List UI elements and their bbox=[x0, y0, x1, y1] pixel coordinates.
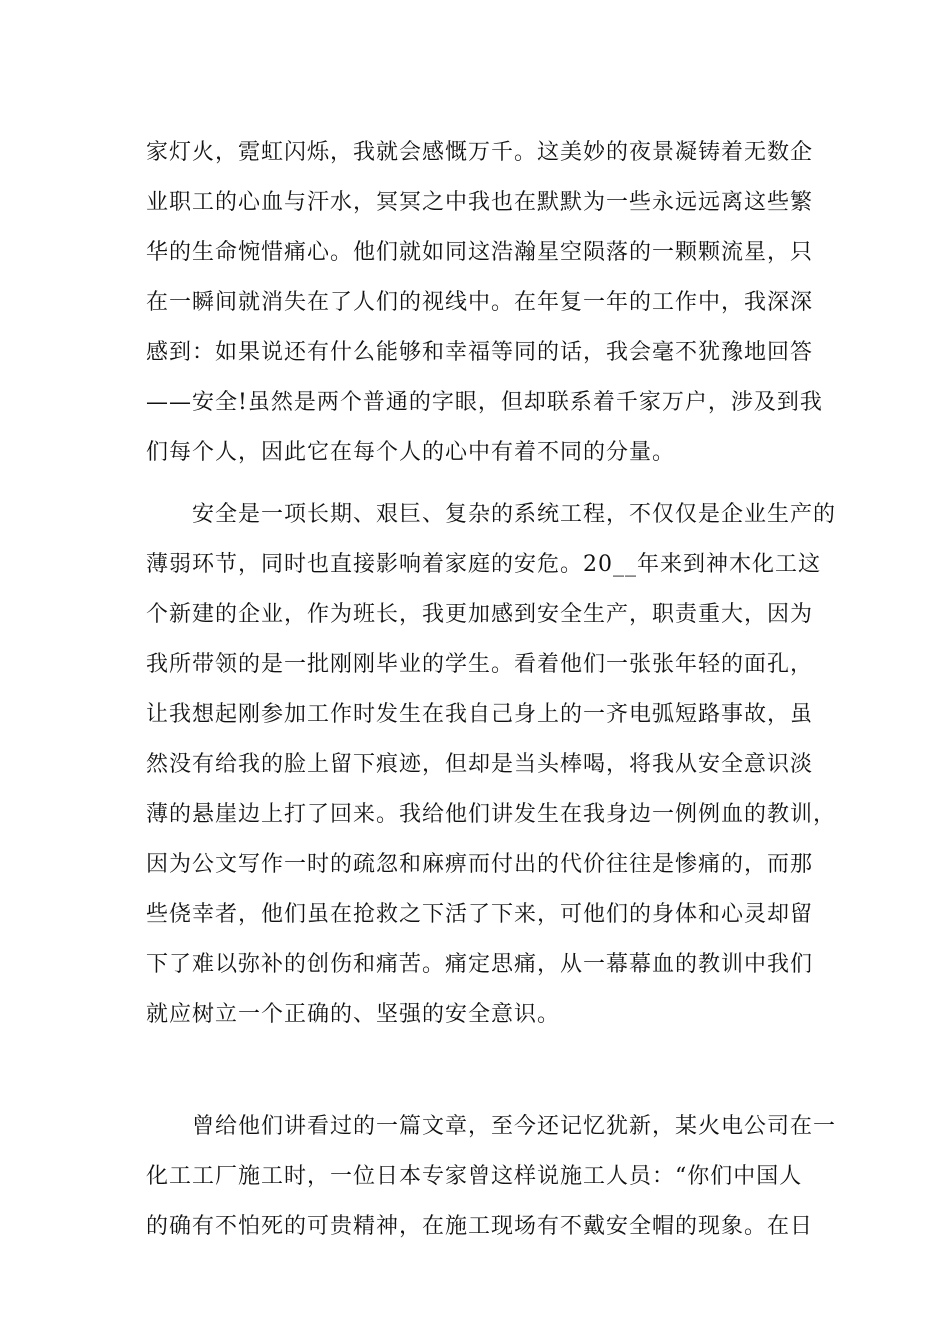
paragraph-1 bbox=[146, 128, 823, 478]
text-line: 个新建的企业，作为班长，我更加感到安全生产，职责重大，因为 bbox=[146, 602, 814, 627]
paragraph-3 bbox=[146, 1102, 837, 1252]
text-line: 些侥幸者，他们虽在抢救之下活了下来，可他们的身体和心灵却留 bbox=[146, 902, 814, 927]
paragraph-2 bbox=[146, 490, 837, 1090]
text-line: 然没有给我的脸上留下痕迹，但却是当头棒喝，将我从安全意识淡 bbox=[146, 752, 814, 777]
paragraph-gap bbox=[146, 478, 806, 490]
text-line: ——安全!虽然是两个普通的字眼，但却联系着千家万户，涉及到我 bbox=[146, 390, 823, 415]
text-line: 的确有不怕死的可贵精神，在施工现场有不戴安全帽的现象。在日 bbox=[146, 1214, 814, 1239]
text-line: 在一瞬间就消失在了人们的视线中。在年复一年的工作中，我深深 bbox=[146, 290, 814, 315]
paragraph-gap bbox=[146, 1090, 806, 1102]
text-line: 就应树立一个正确的、坚强的安全意识。 bbox=[146, 1002, 561, 1027]
text-line: 业职工的心血与汗水，冥冥之中我也在默默为一些永远远离这些繁 bbox=[146, 190, 814, 215]
text-line: 们每个人，因此它在每个人的心中有着不同的分量。 bbox=[146, 440, 676, 465]
text-line: 化工工厂施工时，一位日本专家曾这样说施工人员：“你们中国人 bbox=[146, 1164, 803, 1189]
text-line: 下了难以弥补的创伤和痛苦。痛定思痛，从一幕幕血的教训中我们 bbox=[146, 952, 814, 977]
text-line: 薄的悬崖边上打了回来。我给他们讲发生在我身边一例例血的教训， bbox=[146, 802, 837, 827]
text-line: 薄弱环节，同时也直接影响着家庭的安危。20__年来到神木化工这 bbox=[146, 552, 821, 577]
text-line: 曾给他们讲看过的一篇文章，至今还记忆犹新，某火电公司在一 bbox=[146, 1114, 837, 1139]
text-line: 安全是一项长期、艰巨、复杂的系统工程，不仅仅是企业生产的 bbox=[146, 502, 837, 527]
text-line: 因为公文写作一时的疏忽和麻痹而付出的代价往往是惨痛的，而那 bbox=[146, 852, 814, 877]
text-line: 家灯火，霓虹闪烁，我就会感慨万千。这美妙的夜景凝铸着无数企 bbox=[146, 140, 814, 165]
text-line: 让我想起刚参加工作时发生在我自己身上的一齐电弧短路事故，虽 bbox=[146, 702, 814, 727]
document-body bbox=[146, 128, 837, 1252]
text-line: 感到：如果说还有什么能够和幸福等同的话，我会毫不犹豫地回答 bbox=[146, 340, 814, 365]
text-line: 我所带领的是一批刚刚毕业的学生。看着他们一张张年轻的面孔， bbox=[146, 652, 814, 677]
text-line bbox=[146, 1040, 806, 1090]
text-line: 华的生命惋惜痛心。他们就如同这浩瀚星空陨落的一颗颗流星，只 bbox=[146, 240, 814, 265]
